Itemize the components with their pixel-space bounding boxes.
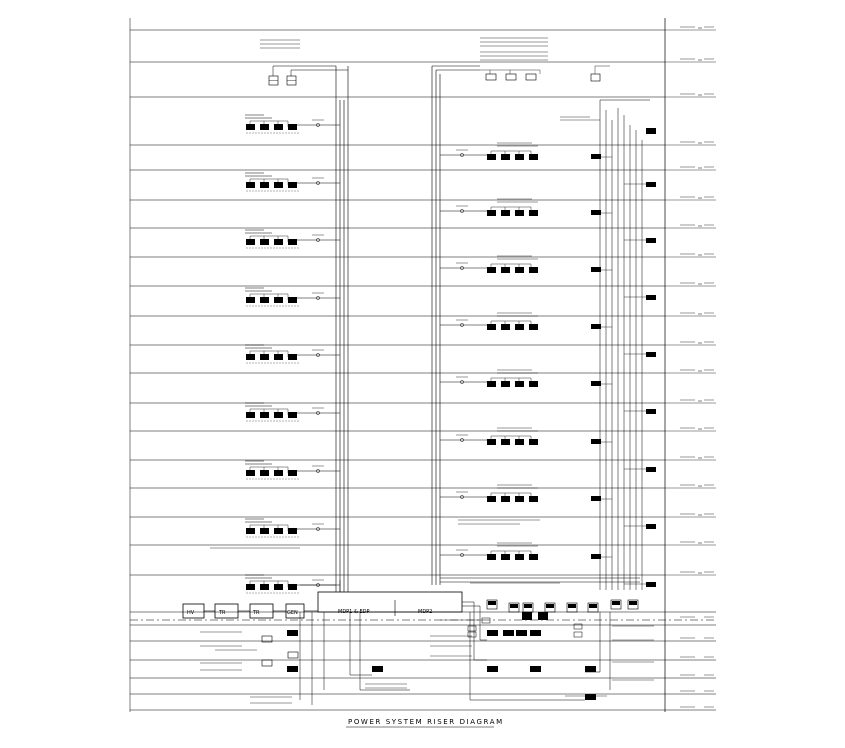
panel-block <box>288 528 297 534</box>
panel-block <box>288 470 297 476</box>
panel-block <box>529 439 538 445</box>
basement-panel <box>585 666 596 672</box>
panel-feeder <box>491 493 531 496</box>
basement-panel <box>503 630 514 636</box>
panel-block <box>260 528 269 534</box>
mech-panel <box>591 74 600 81</box>
panel-block <box>274 354 283 360</box>
ground-panel-fill <box>546 604 554 608</box>
panel-block <box>274 584 283 590</box>
panel-block <box>288 584 297 590</box>
basement-cable <box>300 602 610 705</box>
tr1-label: TR <box>219 610 226 616</box>
basement-panel <box>585 694 596 700</box>
ground-panel-fill <box>524 604 532 608</box>
panel-block <box>501 324 510 330</box>
basement-panel <box>287 666 298 672</box>
panel-block <box>288 297 297 303</box>
panel-block <box>501 210 510 216</box>
panel-block <box>288 412 297 418</box>
panel-block <box>487 381 496 387</box>
ground-panel-fill <box>629 601 637 605</box>
panel-block <box>487 210 496 216</box>
panel-block <box>515 324 524 330</box>
panel-feeder <box>491 264 531 267</box>
roof-mechanical-panels <box>260 38 610 85</box>
panel-block <box>529 210 538 216</box>
basement-panel <box>468 626 476 631</box>
right-wing-panels <box>440 117 656 587</box>
basement-panel <box>574 632 582 637</box>
panel-block <box>501 554 510 560</box>
panel-note-line <box>560 117 600 120</box>
lighting-panel <box>591 154 601 159</box>
panel-block <box>529 554 538 560</box>
panel-block <box>501 381 510 387</box>
panel-block <box>501 267 510 273</box>
emergency-panel <box>646 295 656 300</box>
lighting-panel <box>591 324 601 329</box>
basement-panel <box>468 632 476 637</box>
panel-block <box>529 496 538 502</box>
riser-branch <box>440 578 640 582</box>
panel-block <box>487 324 496 330</box>
mech-feeder <box>595 66 610 74</box>
panel-block <box>274 182 283 188</box>
mech-panel <box>526 74 536 80</box>
panel-feeder <box>491 207 531 210</box>
lighting-panel <box>591 496 601 501</box>
mdp1-label: MDP1 & EDP <box>338 609 370 615</box>
panel-feeder <box>491 436 531 439</box>
panel-block <box>487 267 496 273</box>
panel-block <box>260 412 269 418</box>
panel-block <box>529 324 538 330</box>
panel-block <box>515 154 524 160</box>
emergency-panel <box>646 582 656 587</box>
basement-panel <box>288 652 298 658</box>
panel-block <box>529 381 538 387</box>
lighting-panel <box>591 381 601 386</box>
basement-panel <box>482 618 490 623</box>
panel-feeder <box>491 151 531 154</box>
panel-block <box>260 239 269 245</box>
panel-block <box>246 354 255 360</box>
gen-label: GEN <box>287 610 298 616</box>
basement-panel <box>262 660 272 666</box>
tr2-label: TR <box>253 610 260 616</box>
lighting-panel <box>591 554 601 559</box>
panel-block <box>246 239 255 245</box>
panel-block <box>515 381 524 387</box>
panel-block <box>274 239 283 245</box>
emergency-panel <box>646 352 656 357</box>
panel-block <box>274 470 283 476</box>
basement-panel <box>487 630 498 636</box>
panel-block <box>487 496 496 502</box>
panel-block <box>260 182 269 188</box>
basement-panel <box>530 630 541 636</box>
basement-panel <box>372 666 383 672</box>
panel-block <box>515 554 524 560</box>
main-switchboard <box>183 592 462 618</box>
panel-block <box>260 354 269 360</box>
panel-feeder <box>491 321 531 324</box>
panel-block <box>529 154 538 160</box>
panel-block <box>246 412 255 418</box>
panel-block <box>246 470 255 476</box>
lighting-panel <box>591 267 601 272</box>
emergency-panel <box>646 182 656 187</box>
panel-block <box>529 267 538 273</box>
panel-block <box>274 528 283 534</box>
ground-panel-fill <box>568 604 576 608</box>
level-markers <box>665 27 716 707</box>
panel-feeder <box>491 378 531 381</box>
panel-feeder <box>491 551 531 554</box>
mech-feeder <box>480 70 540 74</box>
panel-block <box>515 267 524 273</box>
hv-label: HV <box>187 610 195 616</box>
panel-block <box>246 297 255 303</box>
panel-block <box>246 182 255 188</box>
ground-panel-fill <box>488 601 496 605</box>
emergency-panel <box>646 467 656 472</box>
panel-block <box>501 439 510 445</box>
panel-block <box>288 239 297 245</box>
panel-block <box>246 584 255 590</box>
diagram-title: POWER SYSTEM RISER DIAGRAM <box>348 718 504 726</box>
ground-panel-fill <box>589 604 597 608</box>
panel-block <box>260 470 269 476</box>
panel-block <box>487 154 496 160</box>
emergency-panel <box>646 128 656 134</box>
mech-panel <box>486 74 496 80</box>
panel-block <box>274 412 283 418</box>
panel-block <box>487 439 496 445</box>
panel-block <box>515 210 524 216</box>
mech-panel <box>506 74 516 80</box>
mech-feeder <box>273 66 296 76</box>
panel-block <box>246 528 255 534</box>
mdp2-label: MDP2 <box>418 609 433 615</box>
panel-block <box>274 124 283 130</box>
left-wing-panels <box>245 115 340 593</box>
basement-panel <box>530 666 541 672</box>
panel-block <box>487 554 496 560</box>
panel-block <box>515 439 524 445</box>
emergency-panel <box>646 524 656 529</box>
lighting-panel <box>591 439 601 444</box>
panel-block <box>288 182 297 188</box>
panel-block <box>260 584 269 590</box>
panel-block <box>260 124 269 130</box>
ground-panel-fill <box>612 601 620 605</box>
emergency-panel <box>646 409 656 414</box>
panel-block <box>260 297 269 303</box>
panel-block <box>501 496 510 502</box>
panel-block <box>288 124 297 130</box>
panel-block <box>515 496 524 502</box>
riser-branch <box>300 580 340 592</box>
basement-panel <box>516 630 527 636</box>
ground-panel <box>538 612 548 620</box>
ground-panel <box>522 612 532 620</box>
basement-panel <box>487 666 498 672</box>
basement-panel <box>287 630 298 636</box>
emergency-panel <box>646 238 656 243</box>
ground-panel-fill <box>510 604 518 608</box>
panel-block <box>246 124 255 130</box>
lighting-panel <box>591 210 601 215</box>
panel-block <box>288 354 297 360</box>
panel-block <box>501 154 510 160</box>
panel-block <box>274 297 283 303</box>
